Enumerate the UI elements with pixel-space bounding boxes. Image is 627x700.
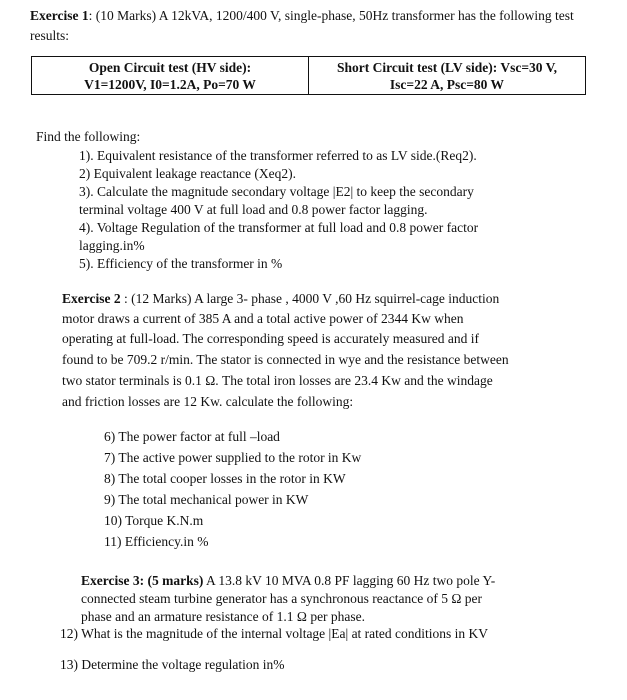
ex1-item: terminal voltage 400 V at full load and 0.8 power factor lagging.	[79, 202, 428, 217]
ex1-item: 1). Equivalent resistance of the transformer referred to as LV side.(Req2).	[79, 148, 477, 163]
ex1-item: 5). Efficiency of the transformer in %	[79, 256, 283, 271]
find-label: Find the following:	[36, 129, 141, 144]
ex2-line: Exercise 2 : (12 Marks) A large 3- phase , 4000 V ,60 Hz squirrel-cage induction	[62, 291, 500, 306]
exercise3-label: Exercise 3: (5 marks)	[81, 573, 204, 588]
ex2-line: and friction losses are 12 Kw. calculate the following:	[62, 394, 354, 409]
ex1-item: 2) Equivalent leakage reactance (Xeq2).	[79, 166, 297, 181]
exercise1-heading	[30, 6, 605, 46]
short-circuit-values: Isc=22 A, Psc=80 W	[389, 77, 505, 92]
ex2-line: two stator terminals is 0.1 Ω. The total iron losses are 23.4 Kw and the windage	[62, 373, 493, 388]
ex3-line: Exercise 3: (5 marks) A 13.8 kV 10 MVA 0.8 PF lagging 60 Hz two pole Y-	[81, 573, 496, 588]
ex2-item: 11) Efficiency.in %	[104, 534, 209, 549]
ex2-line: operating at full-load. The corresponding speed is accurately measured and if	[62, 331, 479, 346]
ex1-item: 4). Voltage Regulation of the transformer at full load and 0.8 power factor	[79, 220, 479, 235]
ex2-line: motor draws a current of 385 A and a total active power of 2344 Kw when	[62, 311, 464, 326]
ex2-item: 7) The active power supplied to the rotor in Kw	[104, 450, 362, 465]
ex2-item: 8) The total cooper losses in the rotor in KW	[104, 471, 346, 486]
ex1-item: 3). Calculate the magnitude secondary voltage |E2| to keep the secondary	[79, 184, 474, 199]
ex3-item: 12) What is the magnitude of the internal voltage |Ea| at rated conditions in KV	[60, 626, 489, 641]
ex3-item: 13) Determine the voltage regulation in%	[60, 657, 285, 672]
exercise1-intro: : (10 Marks) A 12kVA, 1200/400 V, single-phase, 50Hz transformer has the following test results:	[30, 8, 574, 43]
ex2-item: 10) Torque K.N.m	[104, 513, 204, 528]
ex3-line: phase and an armature resistance of 1.1 Ω per phase.	[81, 609, 366, 624]
short-circuit-title: Short Circuit test (LV side): Vsc=30 V,	[336, 60, 558, 75]
open-circuit-values: V1=1200V, I0=1.2A, Po=70 W	[84, 77, 256, 92]
short-circuit-cell	[308, 57, 585, 94]
ex3-line: connected steam turbine generator has a synchronous reactance of 5 Ω per	[81, 591, 482, 606]
ex2-line: found to be 709.2 r/min. The stator is connected in wye and the resistance between	[62, 352, 509, 367]
exercise1-label: Exercise 1	[30, 8, 89, 23]
exercise2-label: Exercise 2	[62, 291, 121, 306]
open-circuit-title: Open Circuit test (HV side):	[88, 60, 252, 75]
test-results-table	[31, 56, 586, 95]
ex2-item: 9) The total mechanical power in KW	[104, 492, 309, 507]
ex1-item: lagging.in%	[79, 238, 145, 253]
open-circuit-cell	[32, 57, 308, 94]
ex2-item: 6) The power factor at full –load	[104, 429, 280, 444]
